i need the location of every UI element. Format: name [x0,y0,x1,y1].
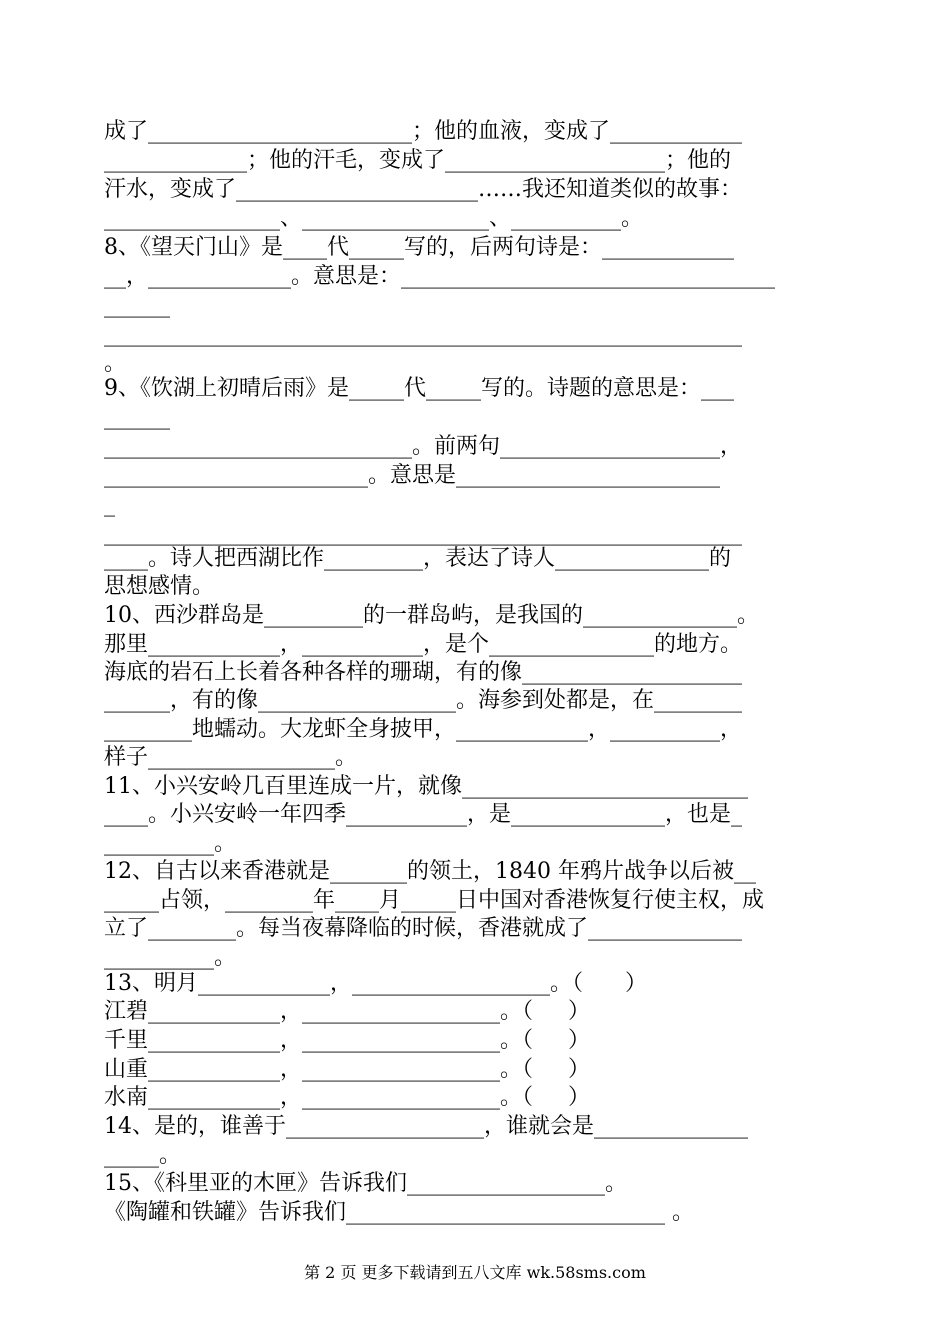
text-line: __________________________________________________________ [104,521,742,546]
text-line: ______ [104,293,170,318]
question-14: 14、是的，谁善于__________________，谁就会是______________ [104,1114,748,1139]
text-line: 样子_________________。 [104,745,358,770]
question-12: 12、自古以来香港就是_______的领土，1840 年鸦片战争以后被__ [104,859,756,884]
question-10: 10、西沙群岛是_________的一群岛屿，是我国的______________。 [104,603,759,628]
text-line: _ [104,492,115,517]
text-line: __，_____________。意思是：__________________________________ [104,264,776,289]
text-line: ______ [104,405,170,430]
text-line: ____。小兴安岭一年四季___________，是______________，也是_ [104,802,743,827]
text-line: 汗水，变成了______________________……我还知道类似的故事： [104,177,743,202]
text-line: 海底的岩石上长着各种各样的珊瑚，有的像____________________ [104,660,743,685]
text-line: 水南____________，__________________。（ ） [104,1085,590,1110]
question-15: 15、《科里亚的木匣》告诉我们__________________。 [104,1171,627,1196]
text-line: ________________________。意思是________________________ [104,463,721,488]
text-line: ________________、_________________、__________。 [104,206,644,231]
question-11: 11、小兴安岭几百里连成一片，就像__________________________ [104,774,748,799]
text-line: 《陶罐和铁罐》告诉我们_____________________________ 。 [104,1200,694,1225]
text-line: 江碧____________，__________________。（ ） [104,999,590,1024]
text-line: _____________；他的汗毛，变成了____________________；他的 [104,148,732,173]
text-line: 山重____________，__________________。（ ） [104,1057,590,1082]
text-line: 立了________。每当夜幕降临的时候，香港就成了______________ [104,916,743,941]
question-8: 8、《望天门山》是____代_____写的，后两句诗是：____________ [104,235,734,260]
text-line: 千里____________，__________________。（ ） [104,1028,590,1053]
text-line: ______，有的像__________________。海参到处都是，在________ [104,688,743,713]
text-line: _____占领，________年____月_____日中国对香港恢复行使主权，成 [104,888,765,913]
text-line: 那里____________，___________，是个_______________的地方。 [104,632,743,657]
text-line: ________地蠕动。大龙虾全身披甲，____________，__________， [104,717,743,742]
question-13: 13、明月____________，__________________。（ ） [104,971,647,996]
text-line: 思想感情。 [104,574,215,599]
text-line: 成了________________________；他的血液，变成了____________ [104,119,743,144]
text-line: ____。诗人把西湖比作_________，表达了诗人______________的 [104,546,732,571]
text-line: _____。 [104,1143,182,1168]
page-footer: 第 2 页 更多下载请到五八文库 wk.58sms.com [304,1263,646,1282]
text-line: __________。 [104,831,237,856]
text-line: __________________________________________________________ [104,322,742,347]
text-line: __________。 [104,945,237,970]
text-line: 。 [104,351,127,376]
question-9: 9、《饮湖上初晴后雨》是_____代_____写的。诗题的意思是：___ [104,376,734,401]
text-line: ____________________________。前两句____________________， [104,434,743,459]
